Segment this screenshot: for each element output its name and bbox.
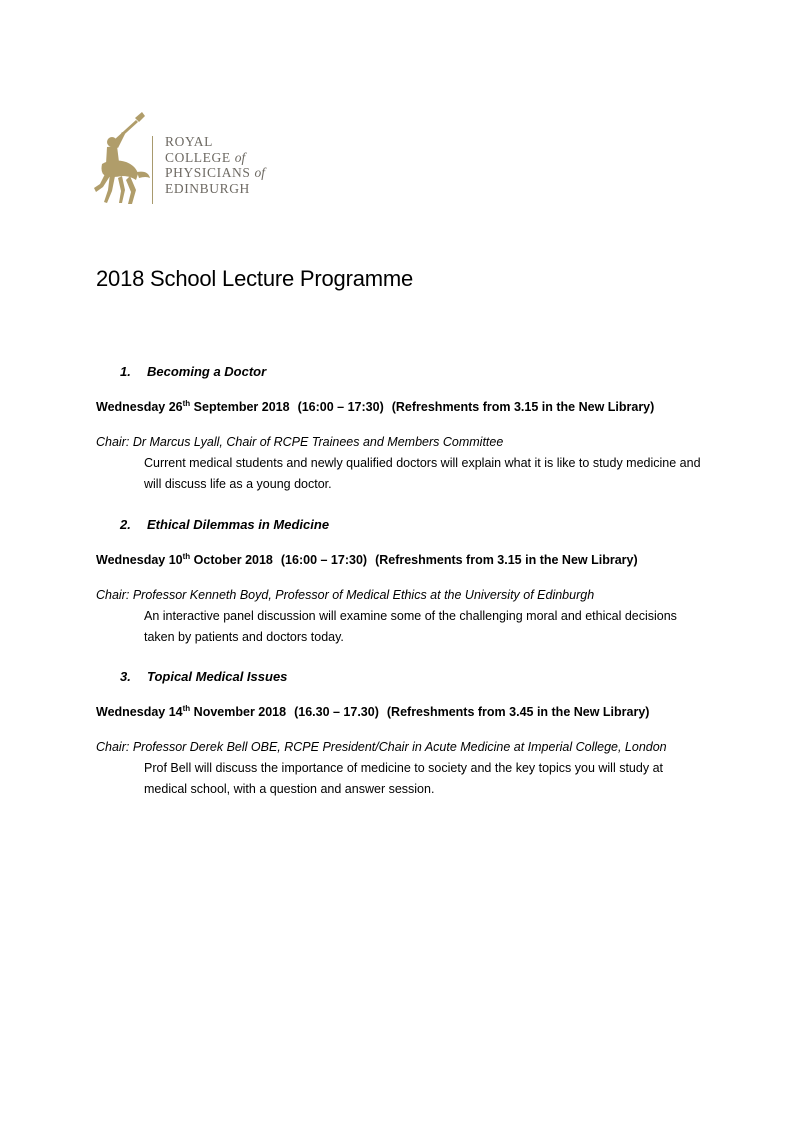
lecture-number: 1. — [120, 364, 131, 379]
trumpeter-emblem-icon — [92, 112, 154, 206]
lecture-heading — [120, 364, 266, 379]
logo-line-1: ROYAL — [165, 134, 214, 149]
lecture-number: 3. — [120, 669, 131, 684]
logo-wordmark — [165, 134, 265, 196]
lecture-heading — [120, 669, 287, 684]
rcpe-logo — [92, 112, 292, 208]
lecture-refreshments: (Refreshments from 3.15 in the New Library) — [375, 553, 638, 567]
lecture-chair: Chair: Professor Kenneth Boyd, Professor of Medical Ethics at the University of Edinburgh — [96, 588, 595, 602]
lecture-date-line: Wednesday 26th September 2018 (16:00 – 17:30) (Refreshments from 3.15 in the New Library) — [96, 398, 655, 414]
lecture-refreshments: (Refreshments from 3.15 in the New Library) — [391, 400, 655, 414]
lecture-date-line: Wednesday 14th November 2018 (16.30 – 17.30) (Refreshments from 3.45 in the New Library) — [96, 703, 650, 719]
lecture-heading — [120, 517, 329, 532]
lecture-description: Current medical students and newly qualified doctors will explain what it is like to study medicine and will discuss life as a young doctor. — [144, 456, 701, 491]
lecture-number: 2. — [120, 517, 131, 532]
logo-line-3: PHYSICIANS of — [165, 165, 266, 180]
logo-line-4: EDINBURGH — [165, 180, 250, 196]
lecture-time: (16:00 – 17:30) — [297, 400, 384, 414]
document-title: 2018 School Lecture Programme — [96, 266, 414, 291]
lecture-title: Becoming a Doctor — [147, 364, 267, 379]
logo-line-2: COLLEGE of — [165, 149, 246, 165]
lecture-title: Topical Medical Issues — [147, 669, 288, 684]
lecture-description: Prof Bell will discuss the importance of medicine to society and the key topics you will study at medical school, with a question and answer session. — [144, 761, 663, 796]
lecture-chair: Chair: Dr Marcus Lyall, Chair of RCPE Trainees and Members Committee — [96, 435, 504, 449]
lecture-time: (16.30 – 17.30) — [294, 705, 379, 719]
lecture-description: An interactive panel discussion will examine some of the challenging moral and ethical decisions taken by patients and doctors today. — [144, 609, 677, 644]
lecture-refreshments: (Refreshments from 3.45 in the New Library) — [386, 705, 650, 719]
lecture-date-line: Wednesday 10th October 2018 (16:00 – 17:30) (Refreshments from 3.15 in the New Library) — [96, 551, 638, 567]
lecture-chair: Chair: Professor Derek Bell OBE, RCPE President/Chair in Acute Medicine at Imperial College, London — [96, 740, 667, 754]
lecture-time: (16:00 – 17:30) — [280, 553, 368, 567]
lecture-title: Ethical Dilemmas in Medicine — [147, 517, 330, 532]
logo-divider — [152, 136, 153, 204]
